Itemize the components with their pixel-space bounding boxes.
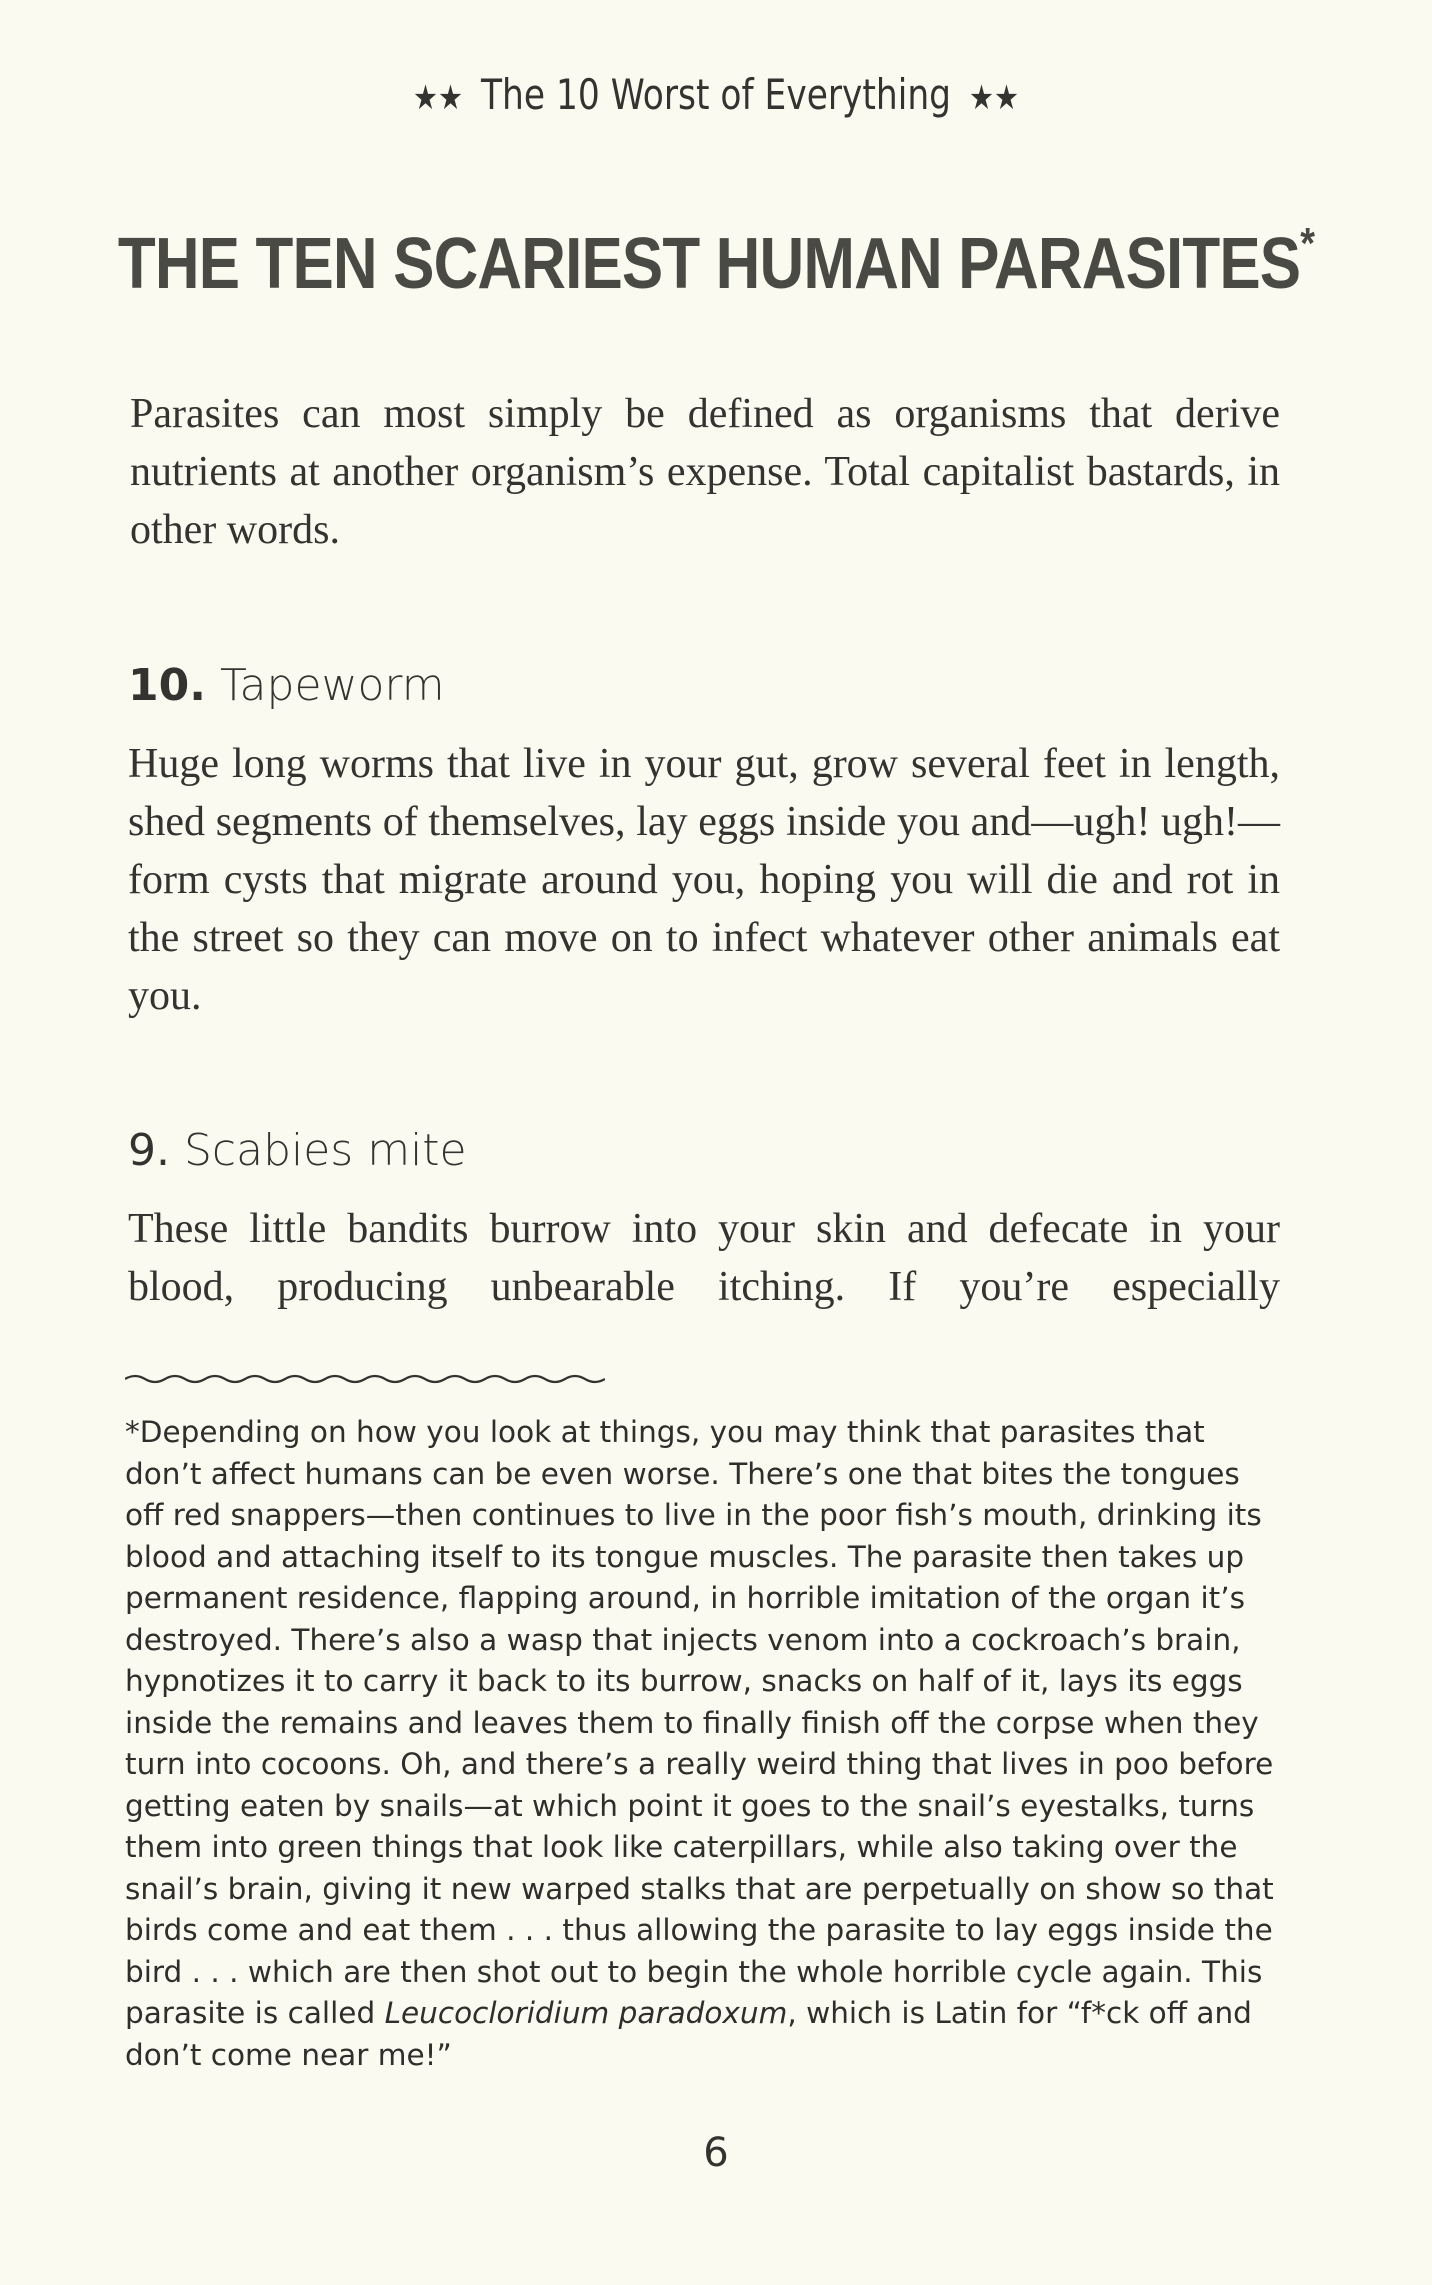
entry-text-scabies-mite: These little bandits burrow into your skin and defecate in your blood, producing unbearable itching. If you’re especially bbox=[128, 1206, 1280, 1310]
star-icon-right: ★★ bbox=[969, 78, 1020, 118]
chapter-title-text: THE TEN SCARIEST HUMAN PARASITES bbox=[117, 224, 1301, 304]
intro-paragraph: Parasites can most simply be defined as organisms that derive nutrients at another organism’s expense. Total capitalist bastards, in other words. bbox=[130, 391, 1280, 553]
star-icon-left: ★★ bbox=[412, 78, 463, 118]
footnote-text-after: , which is Latin for “f*ck off and don’t come near me!” bbox=[125, 1996, 1252, 2072]
footnote-marker: * bbox=[1300, 219, 1315, 268]
running-head bbox=[129, 70, 1303, 119]
entry-number: 9. bbox=[128, 1125, 170, 1176]
entry-number: 10. bbox=[128, 660, 206, 711]
chapter-title bbox=[100, 219, 1332, 304]
page-number: 6 bbox=[703, 2130, 729, 2176]
running-head-title: The 10 Worst of Everything bbox=[480, 70, 952, 119]
footnote bbox=[125, 1412, 1285, 2076]
entry-text-tapeworm: Huge long worms that live in your gut, grow several feet in length, shed segments of themselves, lay eggs inside you and—ugh! ugh!—form cysts that migrate around you, hoping you will die and rot in the street so they can move on to infect whatever other animals eat you. bbox=[128, 741, 1280, 1019]
entry-heading-scabies-mite bbox=[128, 1125, 467, 1176]
footnote-wavy-rule bbox=[125, 1372, 605, 1386]
entry-name: Scabies mite bbox=[183, 1125, 467, 1176]
entry-heading-tapeworm bbox=[128, 660, 445, 711]
footnote-latin-name: Leucocloridium paradoxum bbox=[384, 1996, 788, 2030]
entry-name: Tapeworm bbox=[219, 660, 445, 711]
footnote-text-before: *Depending on how you look at things, you may think that parasites that don’t affect humans can be even worse. There’s one that bites the tongues off red snappers—then continues to live in the poor fish’s mouth, drinking its blood and attaching itself to its tongue muscles. The parasite then takes up permanent residence, flapping around, in horrible imitation of the organ it’s destroyed. There’s also a wasp that injects venom into a cockroach’s brain, hypnotizes it to carry it back to its burrow, snacks on half of it, lays its eggs inside the remains and leaves them to finally finish off the corpse when they turn into cocoons. Oh, and there’s a really weird thing that lives in poo before getting eaten by snails—at which point it goes to the snail’s eyestalks, turns them into green things that look like caterpillars, while also taking over the snail’s brain, giving it new warped stalks that are perpetually on show so that birds come and eat them . . . thus allowing the parasite to lay eggs inside the bird . . . which are then shot out to begin the whole horrible cycle again. This parasite is called bbox=[125, 1415, 1274, 2030]
